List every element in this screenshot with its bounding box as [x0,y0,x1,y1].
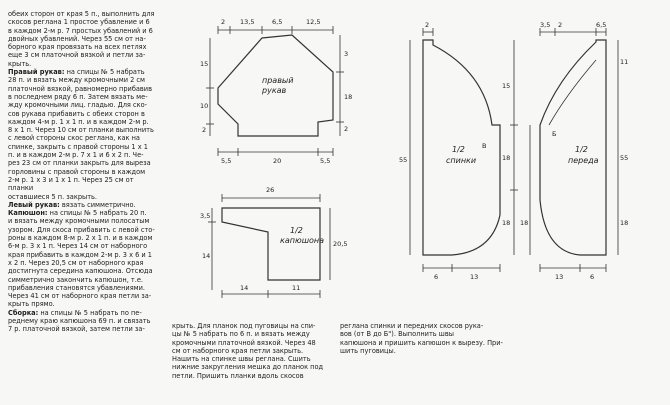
heading-assembly: Сборка: [8,308,39,317]
sleeve-dim-top-3: 6,5 [272,18,283,26]
back-dim-bottom-1: 6 [434,273,439,281]
front-dim-left: 18 [520,219,529,227]
text-left-sleeve: вязать симметрично. [59,200,136,209]
sleeve-dim-top-4: 12,5 [306,18,321,26]
text-right-sleeve: на спицы № 5 набрать 28 п. и вязать между кромочными 2 см платочной вязкой, равномерно прибавив в последнем ряду 6 п. Затем вязать ме- жду кромочными лиц. гладью. Для ско- сов рукава прибавить с обеих сторон в каждом 4-м р. 1 х 1 п. и в каждом 2-м р. 8 х 1 п. Через 10 см от планки выполнить с левой стороны скос реглана, как на спинке, закрыть с правой стороны 1 х 1 п. и в каждом 2-м р. 7 х 1 и 6 х 2 п. Че- рез 23 см от планки закрыть для выреза горловины с правой стороны в каждом 2-м р. 1 х 3 и 1 х 1 п. Через 25 см от планки оставшиеся 5 п. закрыть. [8,68,154,201]
sleeve-label-1: правый [262,76,294,85]
sleeve-dim-right-2: 18 [344,93,353,101]
front-marker: Б [552,130,557,138]
sleeve-dim-right-3: 2 [344,125,349,133]
sleeve-dim-top-2: 13,5 [240,18,255,26]
front-dim-top-2: 2 [558,21,563,29]
front-label-1: 1/2 [575,145,588,154]
sleeve-dim-right-1: 3 [344,50,349,58]
assembly-text-col2: реглана спинки и передних скосов рука- вов (от В до Б"). Выполнить швы капюшона и пришить капюшон к вырезу. При- шить пуговицы. [340,322,503,355]
front-dim-right-3: 18 [620,219,629,227]
hood-dim-top: 26 [266,186,275,194]
front-dim-bottom-1: 13 [555,273,564,281]
back-label-1: 1/2 [452,145,465,154]
front-label-2: переда [568,156,599,165]
back-dim-top: 2 [425,21,430,29]
sleeve-dim-bottom-3: 5,5 [320,157,331,165]
sleeve-dim-left-3: 2 [202,126,207,134]
back-dim-right-2: 18 [502,154,511,162]
heading-hood: Капюшон: [8,209,48,218]
hood-label-1: 1/2 [290,226,303,235]
hood-dim-left-1: 3,5 [200,212,211,220]
back-dim-right-1: 15 [502,82,511,90]
assembly-text-col1: крыть. Для планок под пуговицы на спи- цы № 5 набрать по 6 п. и вязать между кромочными платочной вязкой. Через 48 см от наборного края петли закрыть. Нашить на спинке швы реглана. Сшить нижние закругления мешка до планок под петли. Пришить планки вдоль скосов [172,322,324,380]
back-dim-right-3: 18 [502,219,511,227]
hood-dim-left-2: 14 [202,252,211,260]
sleeve-dim-left-2: 10 [200,102,209,110]
back-marker: В [482,142,487,150]
front-dim-top-3: 6,5 [596,21,607,29]
back-dim-bottom-2: 13 [470,273,479,281]
front-dim-bottom-2: 6 [590,273,595,281]
back-dim-left: 55 [399,156,408,164]
sleeve-dim-bottom-1: 5,5 [221,157,232,165]
hood-dim-bottom-1: 14 [240,284,249,292]
sleeve-dim-bottom-2: 20 [273,157,282,165]
front-dim-right-2: 55 [620,154,629,162]
sleeve-dim-left-1: 15 [200,60,209,68]
sleeve-label-2: рукав [262,86,287,95]
text-assembly: на спицы № 5 набрать по пе- реднему краю капюшона 69 п. и связать 7 р. платочной вязкой, затем петли за- [8,308,151,334]
front-dim-top-1: 3,5 [540,21,551,29]
front-outline [540,40,606,255]
front-dim-right-1: 11 [620,58,629,66]
heading-left-sleeve: Левый рукав: [8,200,60,209]
hood-label-2: капюшона [280,236,325,245]
heading-right-sleeve: Правый рукав: [8,68,65,77]
paragraph-back-end: обеих сторон от края 5 п., выполнить для скосов реглана 1 простое убавление и 6 в каждом 2-м р. 7 простых убавлений и 6 двойных убавлений. Через 55 см от на- борного края провязать на всех петлях еще 3 см платочной вязкой и петли за- крыть. [8,10,155,68]
back-label-2: спинки [446,156,477,165]
hood-dim-bottom-2: 11 [292,284,301,292]
hood-dim-right: 20,5 [333,240,348,248]
text-hood: на спицы № 5 набрать 20 п. и вязать между кромочными полосатым узором. Для скоса прибавить с левой сто- роны в каждом 8-м р. 2 х 1 п. и в каждом 6-м р. 3 х 1 п. Через 14 см от наборного края прибавить в каждом 2-м р. 3 х 6 и 1 х 2 п. Через 20,5 см от наборного края достигнута середина капюшона. Отсюда симметрично закончить капюшон, т.е. прибавления становятся убавлениями. Через 41 см от наборного края петли за- крыть прямо. [8,209,155,309]
sleeve-dim-top-1: 2 [221,18,226,26]
